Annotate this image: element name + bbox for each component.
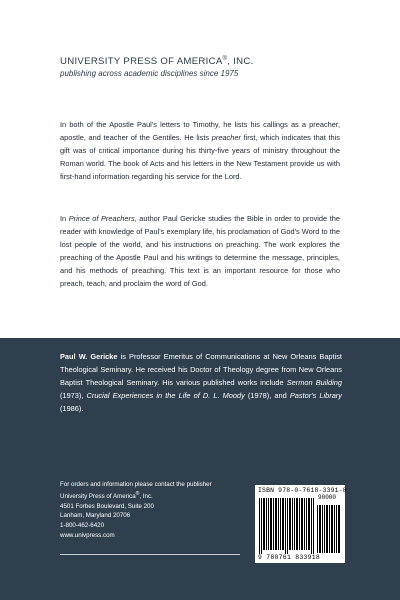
contact-address-street: 4501 Forbes Boulevard, Suite 200: [60, 502, 154, 510]
bio-work-2: Crucial Experiences in the Life of D. L. Moody: [86, 391, 245, 401]
contact-address-city: Lanham, Maryland 20706: [60, 512, 131, 520]
description-paragraph-1: [60, 118, 340, 183]
contact-info: [60, 480, 230, 541]
contact-registered-mark: ®: [135, 490, 140, 497]
publisher-suffix: , INC.: [227, 56, 254, 68]
bio-text-b: (1973),: [60, 391, 87, 401]
para2-text-b: , author Paul Gericke studies the Bible in order to provide the reader with knowledge of Paul's exemplary life, his proclamation of God's Word to the lost people of the world, and his instructions on preaching. The work explores the preaching of the Apostle Paul and his writings to determine the message, principles, and his methods of preaching. This text is an important resource for those who preach, teach, and proclaim the word of God.: [60, 214, 340, 289]
contact-line-1: For orders and information please contact the publisher: [60, 481, 212, 488]
contact-divider: [60, 554, 240, 555]
contact-website: www.univpress.com: [60, 532, 115, 540]
addon-barcode-icon: [317, 505, 341, 553]
para1-text-b: first, which indicates that this gift was of critical importance during his thirty-five years of ministry throughout the Roman world. The book of Acts and his letters in the New Testament provide us with first-hand information regarding his service for the Lord.: [60, 133, 340, 182]
contact-publisher-suffix: , Inc.: [139, 492, 153, 500]
isbn-label: ISBN 978-0-7618-3391-8: [258, 487, 347, 494]
description-paragraph-2: [60, 212, 340, 291]
book-title: Prince of Preachers: [68, 214, 135, 223]
bio-work-1: Sermon Building: [286, 378, 343, 388]
publisher-name: [60, 53, 254, 68]
publisher-name-text: UNIVERSITY PRESS OF AMERICA: [60, 56, 223, 68]
bio-work-3: Pastor's Library: [289, 391, 342, 401]
contact-phone: 1-800-462-6420: [60, 522, 105, 530]
publisher-block: [60, 53, 254, 80]
para2-text-a: In: [60, 214, 69, 223]
contact-publisher: University Press of America: [60, 492, 136, 500]
publisher-tagline: publishing across academic disciplines since 1975: [60, 69, 239, 79]
price-code: 90000: [318, 494, 337, 501]
bio-text-a: is Professor Emeritus of Communications at New Orleans Baptist Theological Seminary. He received his Doctor of Theology degree from New Orleans Baptist Theological Seminary. His various published works include: [60, 352, 342, 388]
ean-number: 9 780761 833918: [258, 554, 321, 561]
para1-emphasis: preacher: [211, 133, 241, 143]
barcode-icon: [259, 498, 315, 554]
para1-text-a: In both of the Apostle Paul's letters to Timothy, he lists his callings as a preacher, apostle, and teacher of the Gentiles. He lists: [60, 120, 340, 143]
contact-line-2: [60, 490, 230, 502]
author-panel: [0, 338, 400, 600]
author-bio: [60, 350, 342, 415]
author-name: Paul W. Gericke: [60, 352, 118, 361]
registered-mark: ®: [222, 56, 228, 62]
bio-text-c: (1978), and: [244, 391, 290, 401]
barcode-box: [255, 485, 345, 563]
bio-text-d: (1986).: [60, 404, 84, 414]
